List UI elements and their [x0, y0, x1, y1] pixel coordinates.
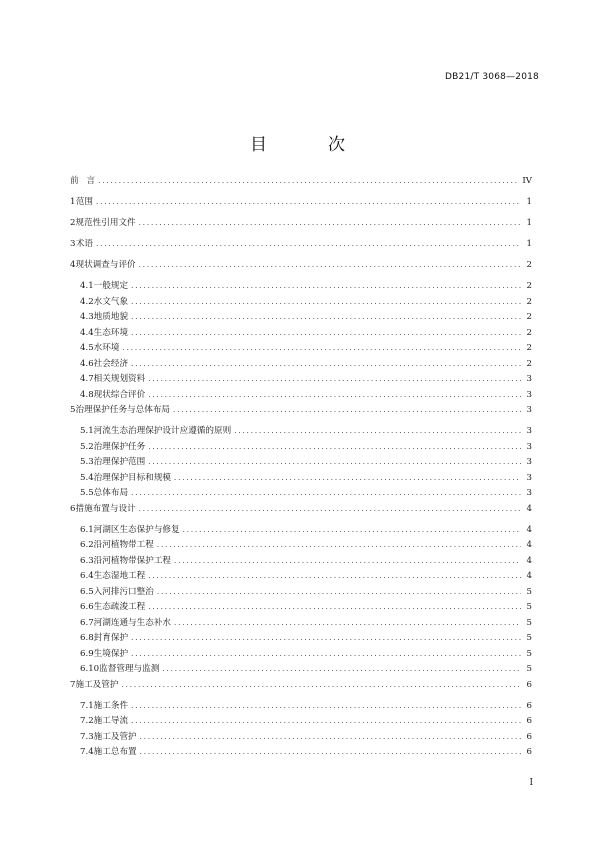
toc-entry-page: 4 [526, 503, 532, 514]
toc-entry-page: 3 [526, 488, 532, 498]
toc-entry-page: 5 [526, 648, 532, 659]
toc-entry-label: 施工条件 [93, 700, 129, 711]
toc-leader-dots [148, 442, 521, 452]
toc-entry-label: 总体布局 [93, 488, 129, 498]
toc-entry-number: 6.10 [80, 664, 100, 674]
toc-leader-dots [139, 260, 521, 270]
toc-entry-number: 6.8 [80, 633, 94, 643]
toc-entry-number: 7 [70, 679, 76, 690]
toc-entry-page: 4 [526, 524, 532, 535]
toc-entry-label: 施工及管护 [75, 679, 119, 690]
toc-entry-page: 2 [526, 312, 532, 322]
toc-entry-page: 2 [526, 343, 532, 353]
toc-entry-label: 施工及管护 [93, 731, 137, 742]
toc-entry[interactable] [70, 281, 532, 297]
toc-entry-label: 施工导流 [93, 716, 129, 726]
toc-entry[interactable] [70, 176, 532, 197]
toc-leader-dots [148, 374, 521, 384]
toc-entry[interactable] [70, 540, 532, 556]
toc-entry[interactable] [70, 260, 532, 281]
toc-entry-number: 6.3 [80, 555, 94, 566]
toc-leader-dots [131, 649, 521, 659]
toc-entry-number: 7.2 [80, 716, 94, 726]
toc-entry-label: 相关规划资料 [93, 374, 146, 384]
toc-leader-dots [139, 504, 521, 514]
toc-entry-page: 1 [526, 218, 532, 228]
toc-entry-number: 5 [70, 405, 76, 415]
toc-entry-page: 3 [526, 405, 532, 415]
toc-entry-label: 封育保护 [93, 633, 129, 643]
document-code: DB21/T 3068—2018 [445, 72, 539, 82]
toc-leader-dots [131, 297, 521, 307]
toc-entry-page: 6 [526, 716, 532, 726]
toc-leader-dots [131, 359, 521, 369]
toc-entry[interactable] [70, 680, 532, 701]
toc-leader-dots [131, 716, 521, 726]
toc-entry-page: 5 [526, 602, 532, 612]
toc-entry-number: 4.3 [80, 312, 94, 322]
toc-entry-label: 生态环境 [93, 327, 129, 338]
toc-entry-label: 河湖区生态保护与修复 [93, 524, 180, 535]
toc-entry-number: 1 [70, 197, 76, 207]
toc-leader-dots [131, 701, 521, 711]
toc-entry-label: 生态湿地工程 [93, 571, 146, 581]
toc-leader-dots [174, 473, 521, 483]
toc-entry-label: 治理保护目标和规模 [93, 472, 172, 483]
toc-entry[interactable] [70, 571, 532, 587]
toc-entry-number: 6.5 [80, 586, 94, 597]
toc-entry-label: 河流生态治理保护设计应遵循的原则 [93, 426, 232, 436]
toc-entry[interactable] [70, 633, 532, 649]
toc-leader-dots [148, 390, 521, 400]
toc-entry-page: 2 [526, 281, 532, 291]
toc-entry-label: 治理保护范围 [93, 457, 146, 467]
page-number: I [529, 778, 533, 788]
toc-entry-number: 4.2 [80, 296, 94, 307]
toc-leader-dots [96, 197, 521, 207]
toc-entry[interactable] [70, 649, 532, 665]
toc-entry-label: 规范性引用文件 [75, 218, 136, 228]
toc-entry[interactable] [70, 312, 532, 328]
toc-entry[interactable] [70, 374, 532, 390]
toc-entry-page: 3 [526, 457, 532, 467]
toc-entry-number: 6.4 [80, 571, 94, 581]
toc-entry[interactable] [70, 390, 532, 406]
toc-leader-dots [157, 540, 521, 550]
toc-entry-label: 范围 [75, 197, 94, 207]
toc-entry-page: 6 [526, 731, 532, 742]
toc-entry-number: 4.6 [80, 358, 94, 369]
table-of-contents [70, 176, 532, 763]
toc-entry-number: 6.1 [80, 524, 94, 535]
toc-leader-dots [148, 602, 521, 612]
toc-entry[interactable] [70, 525, 532, 541]
toc-entry-page: 5 [526, 617, 532, 628]
toc-leader-dots [140, 732, 521, 742]
toc-entry-label: 一般规定 [93, 281, 129, 291]
toc-entry-page: 5 [526, 586, 532, 597]
toc-entry[interactable] [70, 297, 532, 313]
toc-entry-number: 7.4 [80, 747, 94, 757]
toc-entry-number: 5.4 [80, 472, 94, 483]
toc-entry-page: 3 [526, 472, 532, 483]
toc-entry-number: 4.7 [80, 374, 94, 384]
toc-entry-page: 6 [526, 747, 532, 757]
toc-entry-label: 治理保护任务与总体布局 [75, 405, 171, 415]
toc-entry-label: 地质地貌 [93, 312, 129, 322]
toc-leader-dots [174, 556, 521, 566]
toc-entry-page: 3 [526, 426, 532, 436]
toc-entry-label: 言 [86, 176, 96, 186]
toc-leader-dots [98, 176, 519, 186]
toc-entry[interactable] [70, 701, 532, 717]
toc-entry-page: 4 [526, 540, 532, 550]
toc-entry-label: 河湖连通与生态补水 [93, 617, 172, 628]
toc-entry-number: 3 [70, 239, 76, 249]
toc-entry-label: 沿河植物带保护工程 [93, 555, 172, 566]
toc-entry[interactable] [70, 405, 532, 426]
toc-entry-number: 5.5 [80, 488, 94, 498]
toc-entry[interactable] [70, 618, 532, 634]
page-title: 目 次 [250, 135, 367, 155]
toc-entry-label: 生态疏浚工程 [93, 602, 146, 612]
toc-entry-label: 生境保护 [93, 648, 129, 659]
toc-entry-number: 2 [70, 218, 76, 228]
toc-entry-page: 5 [526, 664, 532, 674]
toc-entry[interactable] [70, 747, 532, 763]
toc-entry[interactable] [70, 488, 532, 504]
toc-entry-page: 2 [526, 327, 532, 338]
toc-entry-number: 7.1 [80, 700, 94, 711]
toc-entry-page: 6 [526, 700, 532, 711]
toc-entry[interactable] [70, 359, 532, 375]
toc-entry-page: 2 [526, 260, 532, 270]
toc-entry-page: 2 [526, 358, 532, 369]
toc-leader-dots [157, 587, 521, 597]
toc-entry-number: 6 [70, 503, 76, 514]
toc-entry[interactable] [70, 197, 532, 218]
toc-entry-number: 4.8 [80, 389, 94, 400]
toc-entry-label: 施工总布置 [93, 747, 137, 757]
toc-entry[interactable] [70, 587, 532, 603]
toc-entry-page: IV [522, 176, 532, 186]
toc-entry-number: 5.2 [80, 441, 94, 452]
toc-leader-dots [140, 747, 521, 757]
toc-entry-label: 治理保护任务 [93, 441, 146, 452]
toc-entry[interactable] [70, 328, 532, 344]
toc-leader-dots [183, 525, 521, 535]
toc-entry[interactable] [70, 239, 532, 260]
toc-entry-number: 6.6 [80, 602, 94, 612]
toc-entry-page: 3 [526, 374, 532, 384]
toc-entry[interactable] [70, 664, 532, 680]
toc-entry-number: 4 [70, 260, 76, 270]
toc-entry-number: 7.3 [80, 731, 94, 742]
toc-leader-dots [131, 488, 521, 498]
toc-leader-dots [148, 457, 521, 467]
toc-entry[interactable] [70, 556, 532, 572]
toc-entry[interactable] [70, 504, 532, 525]
toc-entry-page: 5 [526, 633, 532, 643]
toc-entry[interactable] [70, 343, 532, 359]
toc-entry-number: 4.1 [80, 281, 94, 291]
toc-leader-dots [139, 218, 521, 228]
toc-entry-number: 6.2 [80, 540, 94, 550]
toc-leader-dots [131, 312, 521, 322]
toc-entry-page: 6 [526, 679, 532, 690]
toc-entry-page: 4 [526, 555, 532, 566]
toc-entry-number: 6.9 [80, 648, 94, 659]
toc-entry-page: 3 [526, 441, 532, 452]
toc-leader-dots [234, 426, 521, 436]
toc-leader-dots [162, 664, 521, 674]
toc-entry-label: 水文气象 [93, 296, 129, 307]
toc-entry[interactable] [70, 218, 532, 239]
toc-entry[interactable] [70, 473, 532, 489]
toc-leader-dots [148, 571, 521, 581]
toc-entry-label: 现状调查与评价 [75, 260, 136, 270]
toc-entry[interactable] [70, 716, 532, 732]
toc-leader-dots [174, 618, 521, 628]
toc-entry-page: 3 [526, 389, 532, 400]
toc-entry[interactable] [70, 426, 532, 442]
toc-entry-number: 4.4 [80, 327, 94, 338]
toc-entry-label: 术语 [75, 239, 94, 249]
toc-leader-dots [121, 680, 521, 690]
toc-entry-number: 5.3 [80, 457, 94, 467]
toc-entry-label: 监督管理与监测 [99, 664, 160, 674]
toc-entry-label: 水环境 [93, 343, 120, 353]
toc-entry[interactable] [70, 457, 532, 473]
toc-leader-dots [131, 281, 521, 291]
toc-entry[interactable] [70, 732, 532, 748]
toc-entry-number: 5.1 [80, 426, 94, 436]
toc-entry-label: 入河排污口整治 [93, 586, 154, 597]
toc-leader-dots [122, 343, 521, 353]
toc-entry-page: 1 [526, 239, 532, 249]
toc-leader-dots [96, 239, 521, 249]
toc-entry-label: 措施布置与设计 [75, 503, 136, 514]
toc-entry[interactable] [70, 442, 532, 458]
toc-leader-dots [131, 633, 521, 643]
toc-entry-label: 社会经济 [93, 358, 129, 369]
toc-entry-number: 前 [70, 176, 79, 186]
toc-entry-number: 6.7 [80, 617, 94, 628]
toc-entry-page: 1 [526, 197, 532, 207]
toc-entry-number: 4.5 [80, 343, 94, 353]
toc-leader-dots [173, 405, 521, 415]
toc-leader-dots [131, 328, 521, 338]
toc-entry-label: 现状综合评价 [93, 389, 146, 400]
toc-entry-page: 4 [526, 571, 532, 581]
toc-entry-page: 2 [526, 296, 532, 307]
toc-entry-label: 沿河植物带工程 [93, 540, 154, 550]
toc-entry[interactable] [70, 602, 532, 618]
